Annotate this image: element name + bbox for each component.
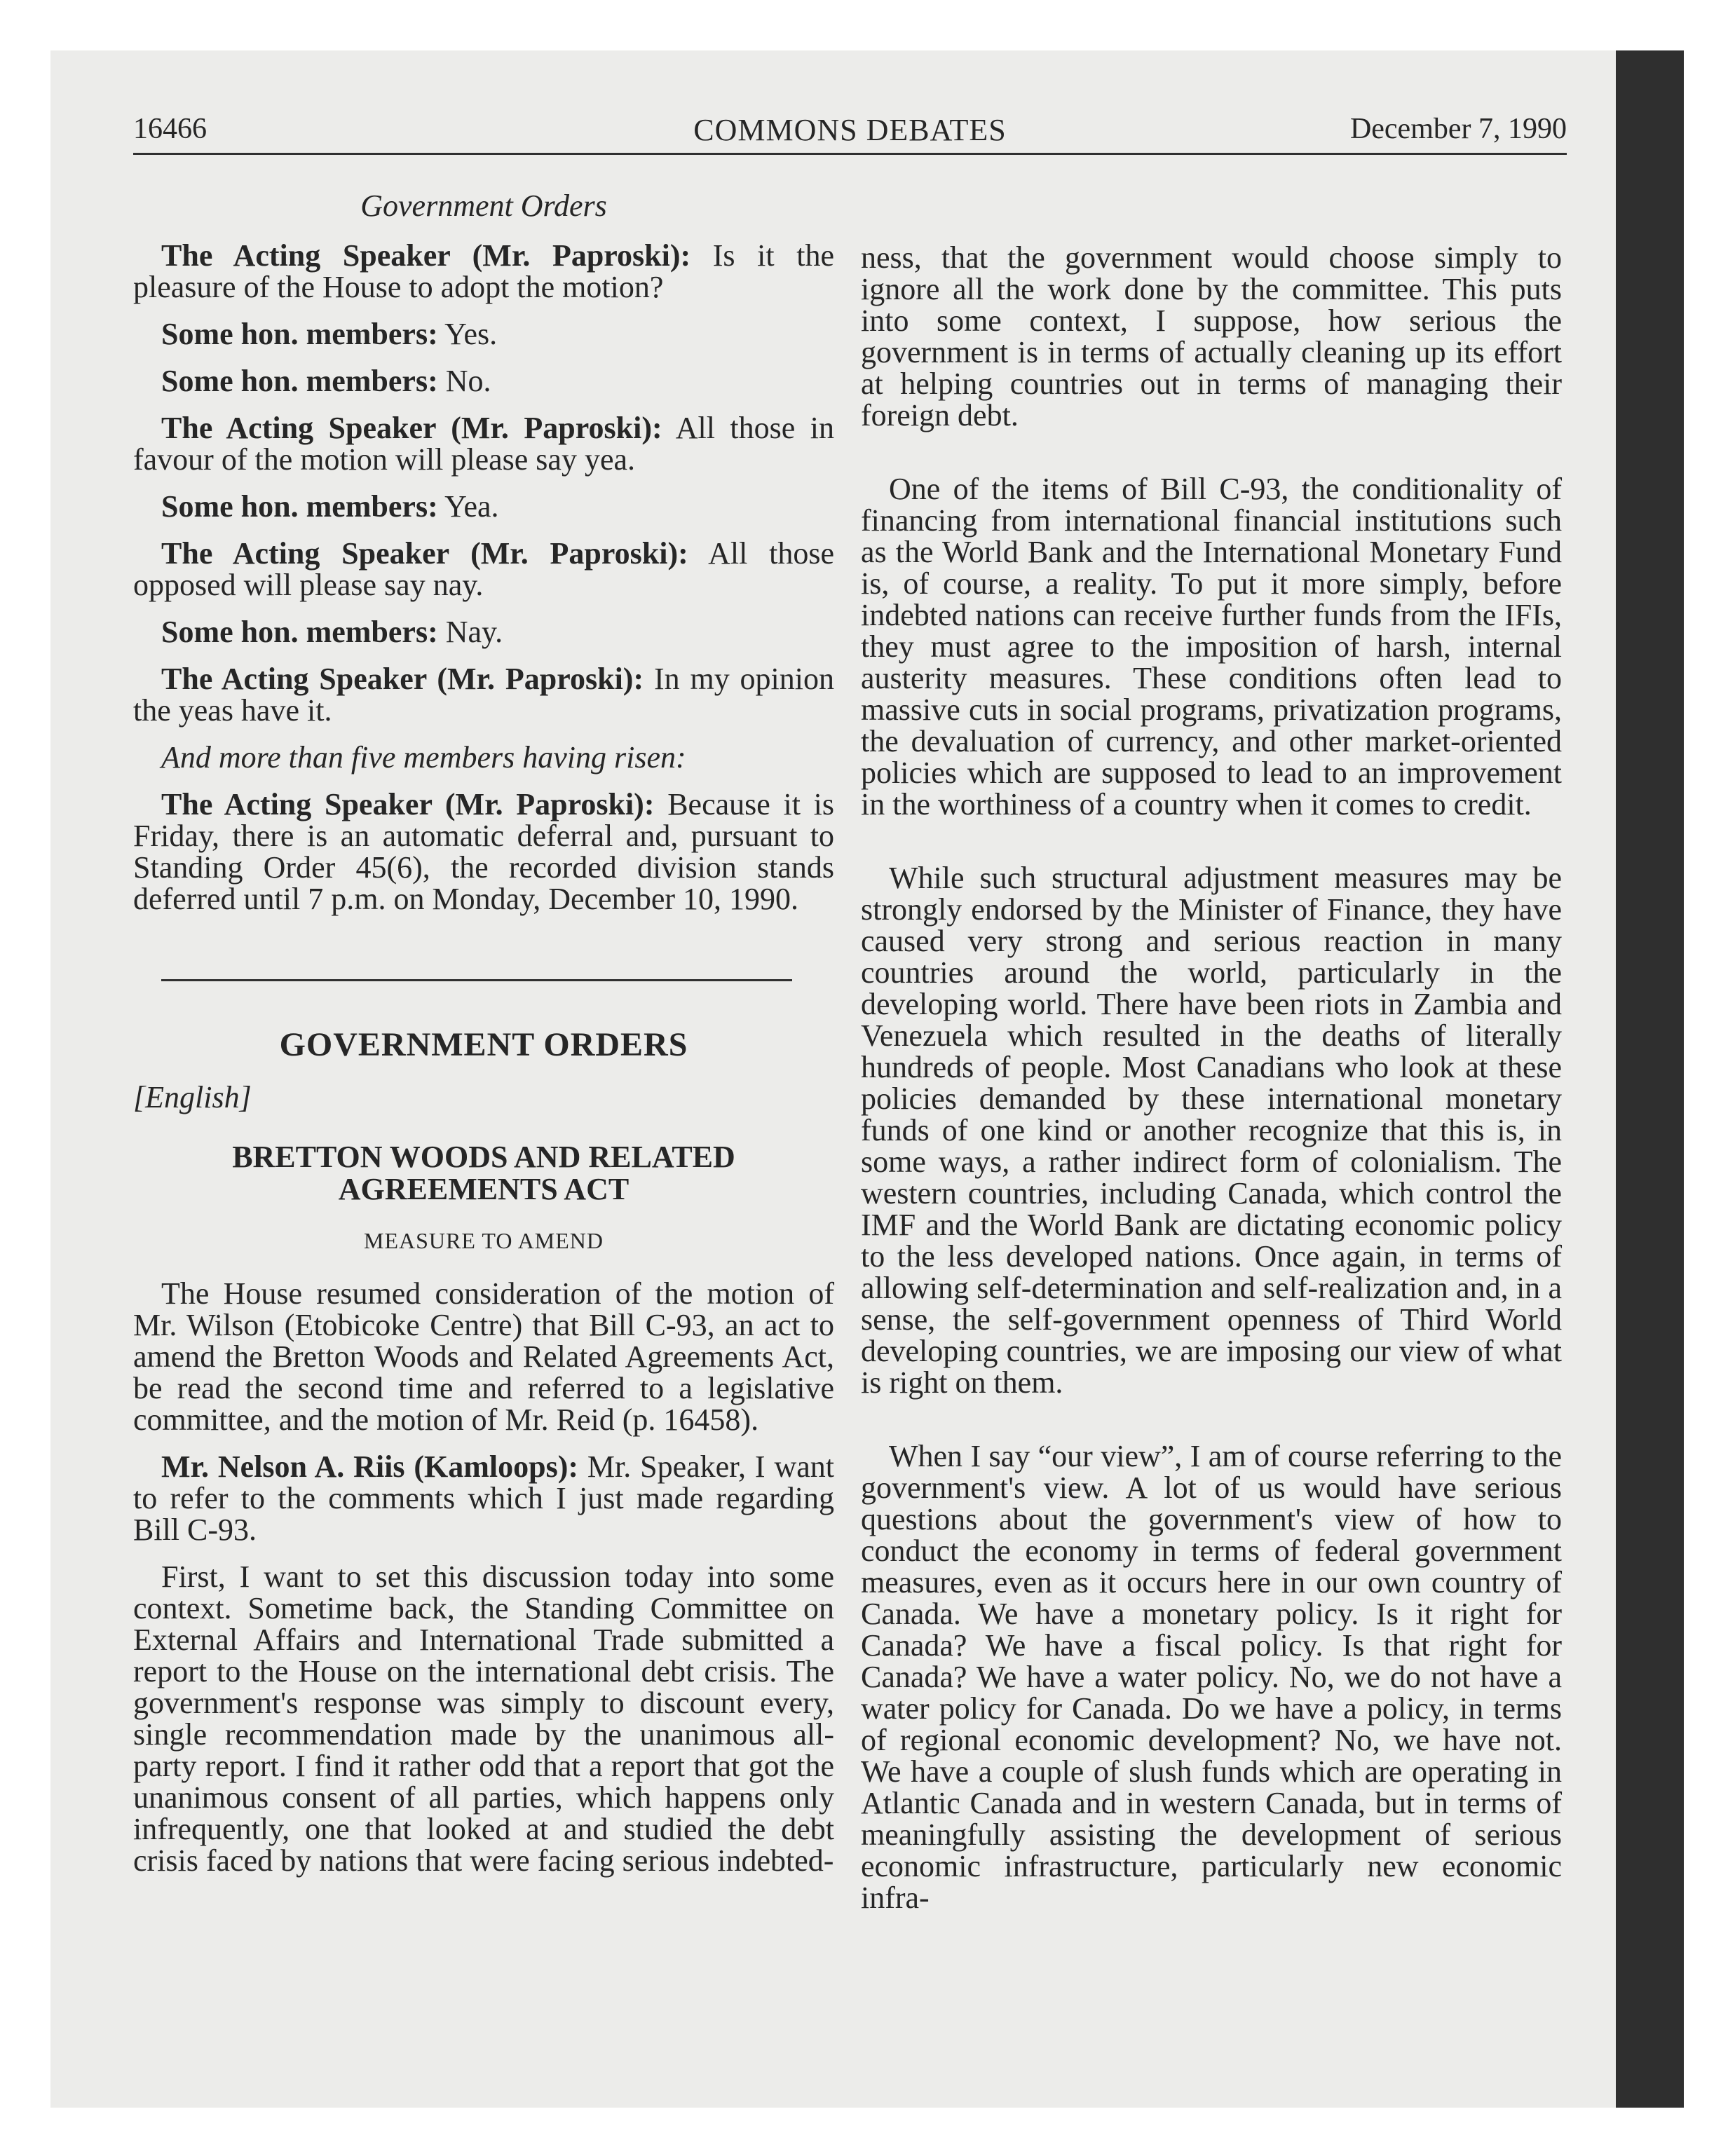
- left-column: [133, 240, 834, 1892]
- right-column: [861, 242, 1562, 1929]
- speaker-name: Some hon. members:: [161, 317, 438, 351]
- language-tag: [English]: [133, 1080, 252, 1114]
- paragraph: First, I want to set this discussion today into some context. Sometime back, the Standing Committee on External Affairs and International Trade submitted a report to the House on the international debt crisis. The government's response was simply to discount every, single recommendation made by the unanimous all-party report. I find it rather odd that a report that got the unanimous consent of all parties, which happens only infrequently, one that looked at and studied the debt crisis faced by nations that were facing serious indebted-: [133, 1560, 834, 1878]
- stage-direction: And more than five members having risen:: [161, 740, 686, 775]
- paragraph: The Acting Speaker (Mr. Paproski): All those opposed will please say nay.: [133, 536, 834, 602]
- paragraph: The Acting Speaker (Mr. Paproski): Because it is Friday, there is an automatic deferral and, pursuant to Standing Order 45(6), the recorded division stands deferred until 7 p.m. on Monday, December 10, 1990.: [133, 787, 835, 916]
- paragraph: When I say “our view”, I am of course referring to the government's view. A lot of us would have serious questions about the government's view of how to conduct the economy in terms of federal government measures, even as it occurs here in our own country of Canada. We have a monetary policy. Is it right for Canada? We have a fiscal policy. Is that right for Canada? We have a water policy. No, we do not have a water policy for Canada. Do we have a policy, in terms of regional economic development? No, we have not. We have a couple of slush funds which are operating in Atlantic Canada and in western Canada, but in terms of meaningfully assisting the development of serious economic infrastructure, particularly new economic infra-: [861, 1439, 1562, 1915]
- speaker-name: The Acting Speaker (Mr. Paproski):: [161, 411, 662, 445]
- speaker-name: The Acting Speaker (Mr. Paproski):: [161, 662, 644, 696]
- speaker-name: Mr. Nelson A. Riis (Kamloops):: [161, 1449, 578, 1484]
- paragraph: Mr. Nelson A. Riis (Kamloops): Mr. Speaker, I want to refer to the comments which I just made regarding Bill C-93.: [133, 1449, 834, 1547]
- government-orders-heading: GOVERNMENT ORDERS: [279, 1026, 688, 1063]
- header-rule: [133, 153, 1567, 155]
- speaker-name: The Acting Speaker (Mr. Paproski):: [161, 536, 688, 571]
- speaker-name: The Acting Speaker (Mr. Paproski):: [161, 787, 655, 821]
- bill-subheading: MEASURE TO AMEND: [364, 1228, 604, 1253]
- paragraph: Some hon. members: Yes.: [161, 317, 498, 351]
- speaker-name: The Acting Speaker (Mr. Paproski):: [161, 238, 691, 273]
- section-title: Government Orders: [360, 189, 607, 223]
- bill-heading: BRETTON WOODS AND RELATED AGREEMENTS ACT: [232, 1140, 735, 1206]
- speaker-name: Some hon. members:: [161, 364, 438, 398]
- scan-edge-shadow: [1616, 50, 1684, 2108]
- publication-date: December 7, 1990: [1349, 113, 1567, 145]
- paragraph: ness, that the government would choose simply to ignore all the work done by the committee. This puts into some context, I suppose, how serious the government is in terms of actually cleaning up its effort at helping countries out in terms of managing their foreign debt.: [861, 240, 1562, 432]
- paragraph: Some hon. members: Yea.: [161, 489, 499, 524]
- publication-title: COMMONS DEBATES: [693, 113, 1007, 147]
- paragraph: The Acting Speaker (Mr. Paproski): All those in favour of the motion will please say yea.: [133, 411, 834, 477]
- page-header: [133, 112, 1567, 154]
- paragraph: Some hon. members: No.: [161, 364, 491, 398]
- paragraph: The Acting Speaker (Mr. Paproski): In my opinion the yeas have it.: [133, 662, 834, 728]
- page-number: 16466: [133, 113, 207, 145]
- paragraph: One of the items of Bill C-93, the conditionality of financing from international financial institutions such as the World Bank and the International Monetary Fund is, of course, a reality. To put it more simply, before indebted nations can receive further funds from the IFIs, they must agree to the imposition of harsh, internal austerity measures. These conditions often lead to massive cuts in social programs, privatization programs, the devaluation of currency, and other market-oriented policies which are supposed to lead to an improvement in the worthiness of a country when it comes to credit.: [861, 472, 1562, 821]
- paragraph: While such structural adjustment measures may be strongly endorsed by the Minister of Finance, they have caused very strong and serious reaction in many countries around the world, particularly in the developing world. There have been riots in Zambia and Venezuela which resulted in the deaths of literally hundreds of people. Most Canadians who look at these policies demanded by these international monetary funds of one kind or another recognize that this is, in some ways, a rather indirect form of colonialism. The western countries, including Canada, which control the IMF and the World Bank are dictating economic policy to the less developed nations. Once again, in terms of allowing self-determination and self-realization and, in a sense, the self-government openness of Third World developing countries, we are imposing our view of what is right on them.: [861, 861, 1562, 1400]
- paragraph: The House resumed consideration of the motion of Mr. Wilson (Etobicoke Centre) that Bill C-93, an act to amend the Bretton Woods and Related Agreements Act, be read the second time and referred to a legislative committee, and the motion of Mr. Reid (p. 16458).: [133, 1276, 834, 1437]
- section-divider: [161, 979, 792, 981]
- speaker-name: Some hon. members:: [161, 615, 438, 649]
- speaker-name: Some hon. members:: [161, 489, 438, 524]
- paragraph: The Acting Speaker (Mr. Paproski): Is it the pleasure of the House to adopt the motion?: [133, 238, 835, 304]
- paragraph: Some hon. members: Nay.: [161, 615, 503, 649]
